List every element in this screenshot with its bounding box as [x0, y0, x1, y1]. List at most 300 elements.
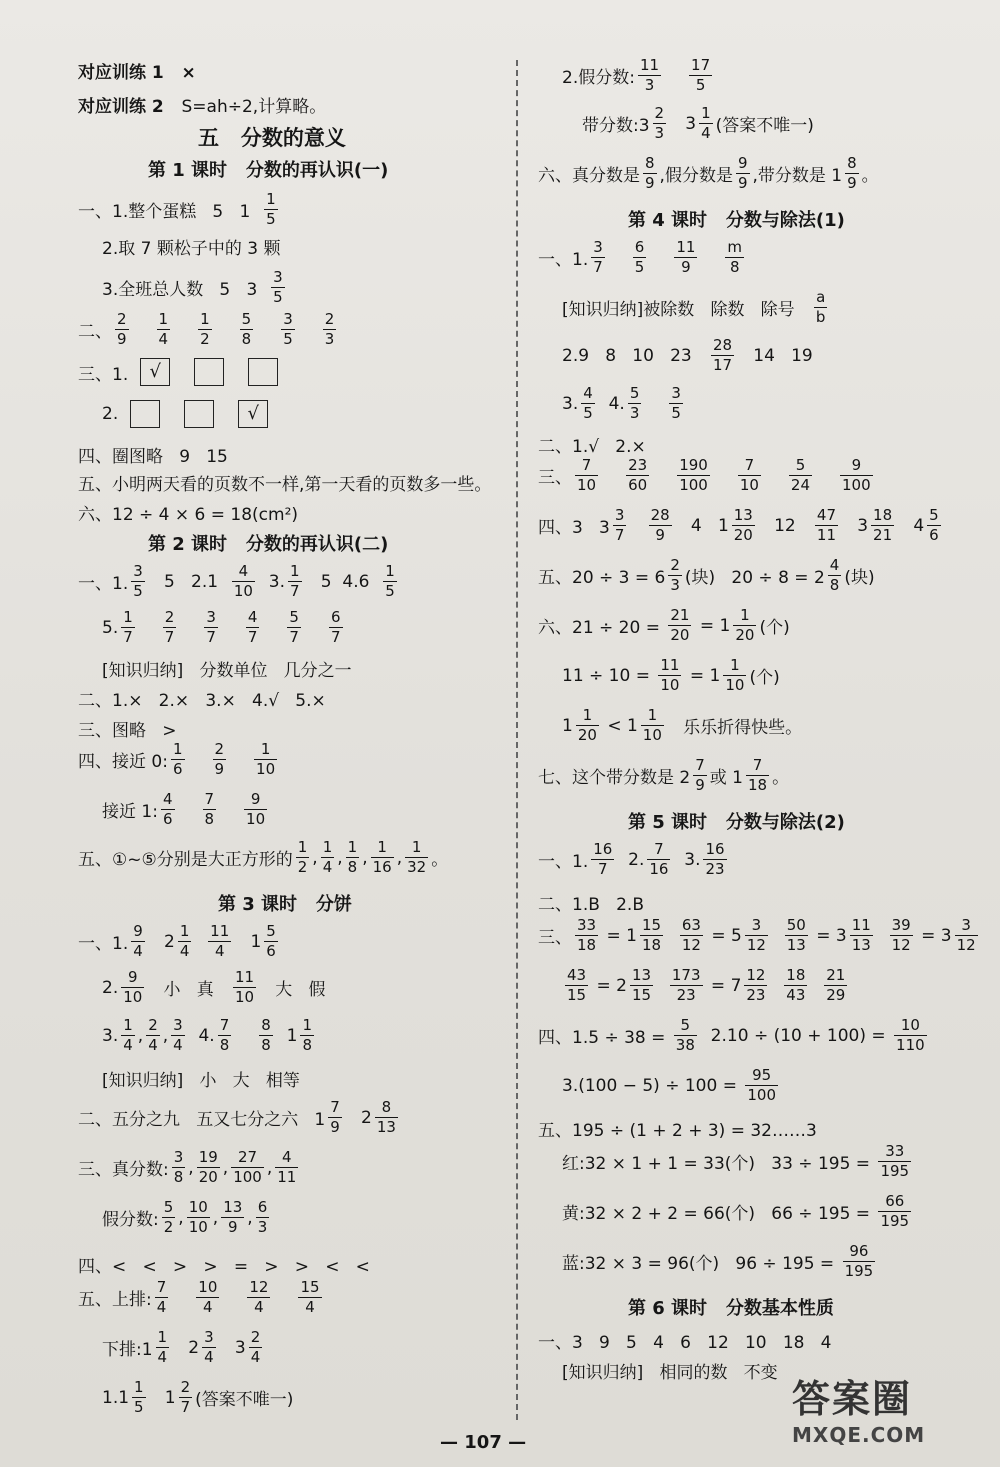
fraction-denominator: 7: [593, 258, 603, 276]
answer-text: 2.: [102, 404, 119, 424]
fraction: [871, 508, 894, 543]
fraction: [828, 558, 842, 593]
fraction-denominator: 3: [644, 76, 655, 94]
fraction-numerator: 1: [701, 104, 711, 122]
fraction-denominator: 8: [729, 258, 740, 276]
fraction-numerator: 18: [786, 966, 806, 984]
fraction: [323, 312, 337, 347]
answer-text: 七、这个带分数是 2: [538, 768, 691, 788]
answer-text: 五、上排:: [78, 1290, 152, 1310]
fraction: [233, 970, 256, 1005]
answer-text: 五、小明两天看的页数不一样,第一天看的页数多一些。: [78, 475, 492, 495]
fraction-numerator: 11: [676, 238, 696, 256]
fraction-numerator: 12: [746, 966, 766, 984]
answer-text: 1: [562, 715, 573, 736]
fraction: [196, 1280, 219, 1315]
fraction-denominator: 4: [173, 1036, 183, 1054]
answer-text: 11 ÷ 10 =: [562, 665, 656, 686]
answer-text: 三、: [538, 928, 572, 948]
fraction-numerator: 33: [577, 916, 597, 934]
fraction-denominator: 10: [725, 676, 745, 694]
fraction-numerator: 1: [200, 310, 210, 328]
fraction-denominator: 10: [123, 988, 143, 1006]
answer-text: 红:32 × 1 + 1 = 33(个) 33 ÷ 195 =: [562, 1154, 876, 1174]
fraction-numerator: 7: [219, 1016, 230, 1034]
answer-line: [102, 610, 346, 645]
answer-text: < 1: [601, 715, 638, 736]
fraction-numerator: 19: [198, 1148, 218, 1166]
fraction-numerator: 3: [283, 310, 293, 328]
fraction-numerator: 2: [654, 104, 665, 122]
fraction: [405, 840, 428, 875]
fraction-numerator: 1: [290, 562, 300, 580]
fraction-numerator: 1: [157, 1328, 168, 1346]
fraction-denominator: 100: [842, 476, 871, 494]
fraction: [785, 918, 808, 953]
answer-text: 四、接近 0:: [78, 752, 168, 772]
fraction: [890, 918, 913, 953]
fraction-numerator: m: [727, 238, 743, 256]
answer-text: 2.假分数:: [562, 68, 635, 88]
answer-line: [218, 890, 352, 916]
answer-line: [102, 400, 280, 428]
answer-line: [538, 1116, 817, 1141]
fraction-numerator: 2: [324, 310, 335, 328]
fraction-numerator: 1: [179, 922, 190, 940]
answer-text: 。: [772, 768, 790, 788]
fraction: [789, 458, 812, 493]
answer-line: [538, 240, 747, 275]
fraction-denominator: 9: [695, 776, 705, 794]
fraction-denominator: 8: [173, 1168, 184, 1186]
answer-line: [102, 792, 270, 827]
fraction-denominator: 10: [188, 1218, 208, 1236]
fraction-denominator: 7: [289, 628, 299, 646]
fraction-numerator: 9: [128, 968, 138, 986]
fraction-denominator: 8: [347, 858, 358, 876]
answer-text: [知识归纳] 相同的数 不变: [562, 1363, 778, 1383]
fraction-denominator: 12: [956, 936, 976, 954]
fraction-denominator: 2: [163, 1218, 174, 1236]
fraction-numerator: 10: [198, 1278, 218, 1296]
answer-text: 下排:1: [102, 1340, 153, 1360]
column-divider: [516, 60, 518, 1420]
answer-text: = 1: [694, 615, 731, 636]
page-number: — 107 —: [440, 1432, 527, 1453]
fraction-denominator: 195: [844, 1262, 874, 1280]
fraction-denominator: 16: [649, 860, 669, 878]
fraction-numerator: 3: [593, 238, 603, 256]
fraction-numerator: 33: [885, 1142, 905, 1160]
answer-text: 一、1.: [538, 852, 589, 872]
answer-text: ,: [178, 1207, 184, 1228]
section-heading: 第 4 课时 分数与除法(1): [628, 210, 845, 231]
fraction-denominator: 16: [372, 858, 392, 876]
fraction-numerator: 1: [740, 606, 750, 624]
answer-text: 三、1.: [78, 364, 129, 385]
fraction-denominator: 100: [233, 1168, 262, 1186]
fraction: [213, 742, 227, 777]
answer-text: ,: [247, 1207, 253, 1228]
fraction-numerator: 16: [705, 840, 725, 858]
fraction-denominator: 5: [266, 210, 276, 228]
fraction: [328, 1100, 342, 1135]
answer-text: (块) 20 ÷ 8 = 2: [684, 568, 825, 588]
fraction-denominator: 7: [614, 526, 625, 544]
fraction-numerator: 5: [795, 456, 806, 474]
answer-text: ,: [396, 847, 403, 868]
fraction: [287, 610, 301, 645]
answer-text: [666, 926, 677, 946]
answer-text: (个): [759, 618, 790, 638]
section-heading: 第 3 课时 分饼: [218, 894, 352, 915]
fraction-numerator: 5: [929, 506, 939, 524]
fraction-denominator: 2: [200, 330, 210, 348]
answer-text: 一、1.: [538, 250, 589, 270]
answer-text: 3.全班总人数 5 3: [102, 280, 269, 300]
fraction: [346, 840, 360, 875]
answer-line: [78, 840, 448, 875]
answer-text: 。: [861, 166, 879, 186]
fraction-numerator: a: [816, 288, 826, 306]
fraction-numerator: 2: [670, 556, 680, 574]
fraction-denominator: 32: [407, 858, 427, 876]
fraction-denominator: 100: [747, 1086, 776, 1104]
fraction: [638, 58, 661, 93]
fraction-denominator: 9: [227, 1218, 238, 1236]
fraction-denominator: 6: [162, 810, 173, 828]
answer-line: [562, 338, 813, 373]
fraction: [613, 508, 627, 543]
fraction: [703, 842, 726, 877]
fraction-numerator: 1: [385, 562, 395, 580]
fraction: [178, 924, 192, 959]
answer-line: [538, 608, 790, 643]
fraction: [300, 1018, 314, 1053]
answer-line: [562, 1144, 914, 1179]
answer-text: S=ah÷2,计算略。: [181, 97, 327, 117]
fraction: [197, 1150, 220, 1185]
fraction-denominator: 4: [157, 1348, 168, 1366]
fraction: [172, 1150, 186, 1185]
answer-text: 乐乐折得快些。: [666, 718, 803, 738]
fraction-denominator: 195: [880, 1212, 910, 1230]
fraction-numerator: 1: [347, 838, 358, 856]
fraction: [630, 968, 653, 1003]
fraction-denominator: 6: [172, 760, 183, 778]
answer-line: [102, 1066, 300, 1091]
answer-text: 5 4.6: [304, 571, 381, 592]
fraction: [850, 918, 873, 953]
answer-text: = 3: [810, 925, 847, 946]
fraction: [383, 564, 397, 599]
answer-text: 14 19: [737, 345, 813, 366]
fraction: [894, 1018, 927, 1053]
answer-line: [102, 1380, 293, 1415]
fraction-denominator: 5: [695, 76, 706, 94]
answer-text: = 7: [705, 975, 742, 996]
fraction: [115, 312, 129, 347]
answer-line: [198, 122, 346, 152]
fraction-numerator: 4: [238, 562, 249, 580]
section-heading: 第 2 课时 分数的再认识(二): [148, 534, 389, 555]
answer-text: ,带分数是 1: [752, 166, 843, 186]
answer-line: [78, 470, 491, 495]
fraction-denominator: 3: [324, 330, 335, 348]
fraction-denominator: 9: [214, 760, 225, 778]
fraction: [244, 792, 267, 827]
fraction-numerator: 28: [650, 506, 670, 524]
fraction-numerator: 12: [249, 1278, 269, 1296]
answer-text: 三、真分数:: [78, 1160, 169, 1180]
fraction: [162, 1200, 176, 1235]
answer-line: [628, 206, 845, 232]
fraction-denominator: 7: [180, 1398, 191, 1416]
fraction-numerator: 11: [234, 968, 255, 986]
fraction-denominator: 18: [748, 776, 768, 794]
fraction-denominator: 13: [851, 936, 871, 954]
fraction-numerator: 7: [744, 456, 755, 474]
fraction: [845, 156, 859, 191]
answer-line: [538, 432, 646, 457]
answer-text: [770, 976, 781, 996]
answer-line: [78, 500, 298, 525]
fraction-denominator: 8: [204, 810, 215, 828]
fraction: [329, 610, 343, 645]
fraction-denominator: 9: [330, 1118, 340, 1136]
answer-text: ,假分数是: [659, 166, 733, 186]
fraction-denominator: 6: [929, 526, 939, 544]
answer-text: = 1: [684, 665, 721, 686]
answer-text: 1: [275, 1025, 298, 1046]
fraction: [256, 1200, 270, 1235]
answer-text: 二、1.× 2.× 3.× 4.√ 5.×: [78, 691, 326, 711]
fraction-denominator: 10: [660, 676, 680, 694]
answer-text: 四、1.5 ÷ 38 =: [538, 1028, 671, 1048]
answer-text: = 1: [601, 925, 637, 946]
empty-box: [130, 400, 160, 428]
answer-line: [538, 1018, 930, 1053]
fraction: [254, 742, 277, 777]
fraction: [643, 156, 657, 191]
fraction: [689, 58, 712, 93]
fraction-denominator: 10: [577, 476, 597, 494]
fraction-numerator: 1: [158, 310, 169, 328]
answer-text: [194, 932, 205, 952]
fraction-denominator: 4: [214, 942, 225, 960]
fraction: [677, 458, 710, 493]
answer-line: [78, 1252, 370, 1277]
answer-text: 六、真分数是: [538, 166, 640, 186]
fraction-denominator: 9: [117, 330, 127, 348]
answer-line: [78, 442, 228, 467]
checked-box: √: [140, 358, 170, 386]
fraction: [927, 508, 941, 543]
answer-text: 2: [172, 1337, 200, 1358]
answer-line: [78, 924, 281, 959]
fraction-denominator: 4: [250, 1348, 261, 1366]
answer-text: [知识归纳]被除数 除数 除号: [562, 300, 811, 320]
fraction-denominator: 9: [655, 526, 665, 544]
answer-text: 二、五分之九 五又七分之六 1: [78, 1110, 326, 1130]
fraction: [264, 924, 278, 959]
fraction-numerator: 9: [133, 922, 143, 940]
answer-text: 三、图略 >: [78, 721, 177, 741]
fraction-denominator: 3: [670, 576, 680, 594]
fraction-denominator: 20: [577, 726, 597, 744]
fraction: [161, 792, 175, 827]
fraction-numerator: 5: [241, 310, 252, 328]
fraction-numerator: 47: [816, 506, 837, 524]
fraction: [259, 1018, 273, 1053]
answer-text: 二、: [78, 322, 112, 342]
fraction: [275, 1150, 298, 1185]
answer-text: 5.: [102, 617, 119, 638]
answer-line: [78, 192, 281, 227]
fraction-denominator: 9: [737, 174, 748, 192]
fraction-denominator: b: [815, 308, 826, 326]
fraction-denominator: 110: [896, 1036, 925, 1054]
fraction: [575, 458, 598, 493]
fraction-numerator: 1: [123, 1016, 133, 1034]
answer-line: [562, 1244, 878, 1279]
fraction-numerator: 1: [377, 838, 387, 856]
answer-text: 4: [897, 515, 925, 536]
fraction-denominator: 15: [631, 986, 652, 1004]
fraction: [723, 658, 746, 693]
fraction-denominator: 23: [705, 860, 725, 878]
answer-text: 2.: [617, 849, 645, 870]
fraction-numerator: 50: [786, 916, 806, 934]
fraction-numerator: 3: [751, 916, 762, 934]
fraction: [131, 564, 145, 599]
answer-line: [562, 708, 802, 743]
fraction-numerator: 6: [330, 608, 341, 626]
fraction: [699, 106, 713, 141]
answer-line: [628, 1294, 834, 1320]
fraction-numerator: 43: [567, 966, 587, 984]
fraction-denominator: 5: [133, 582, 143, 600]
answer-text: [656, 976, 667, 996]
fraction: [321, 840, 335, 875]
fraction-numerator: 7: [330, 1098, 340, 1116]
fraction: [626, 458, 649, 493]
fraction: [576, 708, 599, 743]
fraction-numerator: 8: [645, 154, 655, 172]
answer-text: 4.: [597, 393, 625, 414]
fraction: [814, 290, 828, 325]
answer-text: [810, 976, 821, 996]
answer-text: 小 真: [147, 980, 230, 1000]
fraction-numerator: 1: [322, 838, 333, 856]
fraction-numerator: 8: [261, 1016, 271, 1034]
answer-line: [102, 1200, 272, 1235]
answer-text: = 2: [591, 975, 627, 996]
fraction-numerator: 28: [712, 336, 733, 354]
fraction-numerator: 63: [681, 916, 701, 934]
fraction: [670, 968, 703, 1003]
fraction-numerator: 9: [250, 790, 261, 808]
fraction: [121, 970, 144, 1005]
fraction-numerator: 66: [885, 1192, 905, 1210]
answer-line: [562, 290, 830, 325]
empty-box: [248, 358, 278, 386]
section-heading: 第 6 课时 分数基本性质: [628, 1298, 834, 1319]
fraction: [633, 240, 647, 275]
fraction-numerator: 1: [123, 608, 133, 626]
fraction: [628, 386, 642, 421]
answer-text: 三、: [538, 468, 572, 488]
fraction-denominator: 10: [246, 810, 266, 828]
answer-text: ,: [212, 1207, 219, 1228]
fraction-denominator: 8: [241, 330, 252, 348]
fraction: [744, 968, 767, 1003]
fraction: [204, 610, 218, 645]
answer-text: 2: [344, 1107, 372, 1128]
fraction-denominator: 23: [746, 986, 766, 1004]
fraction-numerator: 3: [671, 384, 681, 402]
answer-text: (答案不唯一): [715, 116, 814, 136]
answer-line: [538, 1328, 831, 1353]
fraction-numerator: 18: [873, 506, 893, 524]
fraction-numerator: 15: [641, 916, 662, 934]
fraction: [121, 1018, 135, 1053]
fraction-numerator: 2: [164, 608, 175, 626]
answer-text: 1: [234, 931, 262, 952]
fraction: [203, 792, 217, 827]
fraction-denominator: 6: [266, 942, 276, 960]
fraction: [658, 658, 681, 693]
answer-text: 一、1.: [78, 574, 129, 594]
answer-text: [876, 926, 887, 946]
fraction: [824, 968, 847, 1003]
fraction-numerator: 10: [188, 1198, 208, 1216]
answer-line: [562, 1358, 778, 1383]
fraction-denominator: 7: [330, 628, 341, 646]
fraction-denominator: 10: [234, 988, 255, 1006]
answer-line: [562, 1068, 781, 1103]
fraction: [246, 610, 260, 645]
answer-text: 2.取 7 颗松子中的 3 颗: [102, 239, 281, 259]
fraction: [843, 1244, 876, 1279]
answer-line: [538, 842, 730, 877]
answer-text: 。: [431, 850, 449, 870]
fraction: [375, 1100, 398, 1135]
fraction: [155, 1280, 169, 1315]
fraction: [680, 918, 703, 953]
fraction: [591, 240, 605, 275]
answer-line: [562, 968, 850, 1003]
answer-text: ,: [162, 1025, 169, 1046]
fraction-numerator: 1: [647, 706, 658, 724]
fraction-denominator: 4: [204, 1348, 214, 1366]
fraction-denominator: 20: [198, 1168, 218, 1186]
answer-line: [538, 558, 875, 593]
fraction-numerator: 9: [851, 456, 862, 474]
answer-text: 四、圈图略 9 15: [78, 447, 228, 467]
answer-text: 接近 1:: [102, 802, 158, 822]
fraction-denominator: 20: [733, 526, 753, 544]
answer-text: 一、3 9 5 4 6 12 10 18 4: [538, 1333, 832, 1353]
answer-line: [102, 656, 352, 681]
fraction-denominator: 12: [681, 936, 701, 954]
fraction-numerator: 13: [223, 1198, 243, 1216]
fraction-denominator: 5: [671, 404, 681, 422]
fraction: [746, 758, 769, 793]
fraction-numerator: 11: [210, 922, 230, 940]
fraction: [581, 386, 595, 421]
empty-box: [194, 358, 224, 386]
